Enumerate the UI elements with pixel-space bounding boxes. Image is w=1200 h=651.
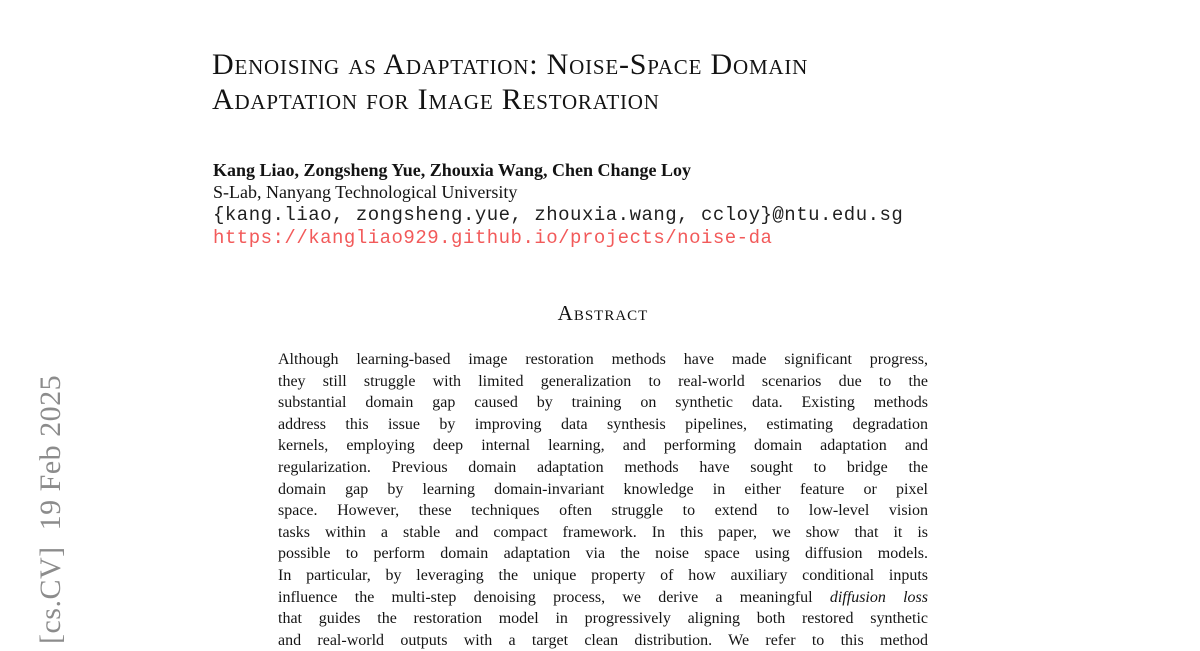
abstract-line: space. However, these techniques often struggle to extend to low-level vision [278,502,928,520]
abstract-line: domain gap by learning domain-invariant knowledge in either feature or pixel [278,480,928,498]
project-url-line [213,226,903,249]
author-names: Kang Liao, Zongsheng Yue, Zhouxia Wang, Chen Change Loy [213,160,691,180]
arxiv-watermark-text: [cs.CV] 19 Feb 2025 [34,374,67,644]
paper-title [212,47,808,117]
abstract-line-text: influence the multi-step denoising process, we derive a meaningful [278,588,830,606]
abstract-line: substantial domain gap caused by training on synthetic data. Existing methods [278,394,928,412]
author-block [213,159,903,250]
abstract-line: and real-world outputs with a target clean distribution. We refer to this method [278,631,928,649]
abstract-line: possible to perform domain adaptation via the noise space using diffusion models. [278,545,928,563]
abstract-line: Although learning-based image restoration methods have made significant progress, [278,351,928,368]
abstract-line: regularization. Previous domain adaptation methods have sought to bridge the [278,458,928,476]
abstract-line: tasks within a stable and compact framework. In this paper, we show that it is [278,523,928,541]
abstract-line: In particular, by leveraging the unique property of how auxiliary conditional inputs [278,566,928,584]
abstract-line [278,587,928,609]
email-line: {kang.liao, zongsheng.yue, zhouxia.wang, ccloy}@ntu.edu.sg [213,203,904,226]
abstract-heading: Abstract [557,301,649,325]
abstract-paragraph [278,349,928,651]
affiliation: S-Lab, Nanyang Technological University [213,182,518,203]
abstract-line: kernels, employing deep internal learning, and performing domain adaptation and [278,437,928,455]
abstract-line: that guides the restoration model in progressively aligning both restored synthetic [278,610,928,628]
title-line-2: Adaptation for Image Restoration [212,83,660,116]
abstract-line: they still struggle with limited generalization to real-world scenarios due to the [278,372,928,390]
title-line-1: Denoising as Adaptation: Noise-Space Domain [212,48,809,81]
project-url-link[interactable]: https://kangliao929.github.io/projects/noise-da [213,227,773,250]
abstract-line-emphasis: diffusion loss [829,588,928,606]
abstract-line: address this issue by improving data synthesis pipelines, estimating degradation [278,415,928,433]
